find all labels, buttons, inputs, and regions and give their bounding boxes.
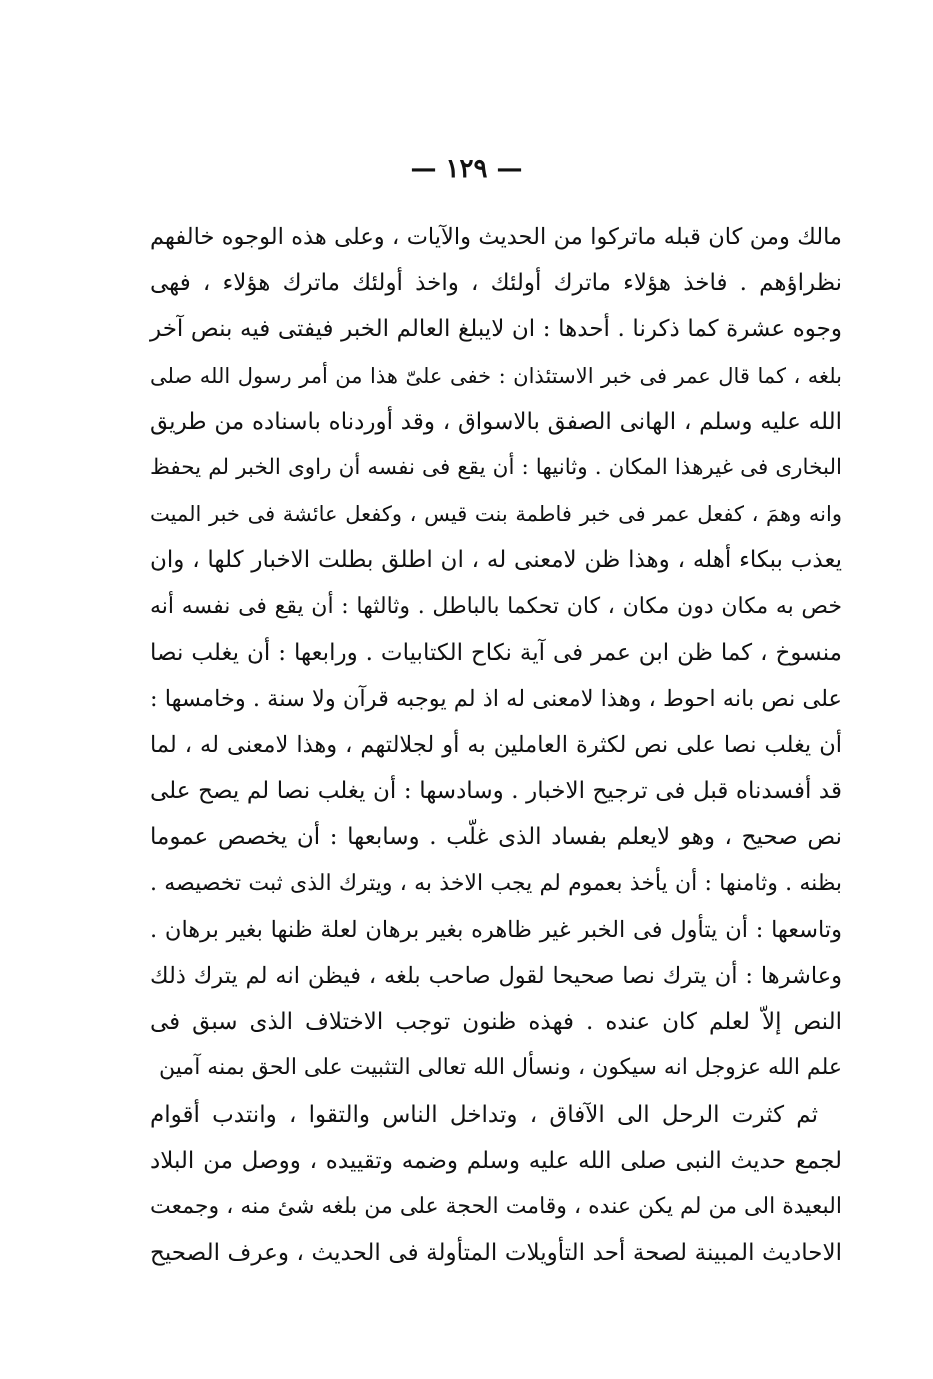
- text-line: وانه وهمَ ، كفعل عمر فى خبر فاطمة بنت قيس ، وكفعل عائشة فى خبر الميت: [150, 502, 842, 527]
- text-line: على نص بانه احوط ، وهذا لامعنى له اذ لم يوجبه قرآن ولا سنة . وخامسها :: [150, 685, 842, 712]
- text-line: البعيدة الى من لم يكن عنده ، وقامت الحجة على من بلغه شئ منه ، وجمعت: [150, 1193, 842, 1219]
- text-line: وعاشرها : أن يترك نصا صحيحا لقول صاحب بلغه ، فيظن انه لم يترك ذلك: [150, 963, 842, 989]
- text-line: البخارى فى غيرهذا المكان . وثانيها : أن يقع فى نفسه أن راوى الخبر لم يحفظ: [150, 454, 842, 480]
- text-line: علم الله عزوجل انه سيكون ، ونسأل الله تعالى التثبيت على الحق بمنه آمين: [159, 1055, 842, 1081]
- text-line: نص صحيح ، وهو لايعلم بفساد الذى غلّب . وسابعها : أن يخصص عموما: [150, 824, 842, 851]
- text-line: منسوخ ، كما ظن ابن عمر فى آية نكاح الكتابيات . ورابعها : أن يغلب نصا: [150, 639, 842, 666]
- text-line: الاحاديث المبينة لصحة أحد التأويلات المتأولة فى الحديث ، وعرف الصحيح: [150, 1240, 842, 1267]
- text-line: يعذب ببكاء أهله ، وهذا ظن لامعنى له ، ان اطلق بطلت الاخبار كلها ، وان: [150, 547, 842, 574]
- paragraph-start-line: ثم كثرت الرحل الى الآفاق ، وتداخل الناس والتقوا ، وانتدب أقوام: [150, 1101, 818, 1128]
- text-line: بلغه ، كما قال عمر فى خبر الاستئذان : خفى علىّ هذا من أمر رسول الله صلى: [150, 363, 842, 388]
- text-line: وجوه عشرة كما ذكرنا . أحدها : ان لايبلغ العالم الخبر فيفتى فيه بنص آخر: [150, 316, 842, 343]
- text-line: قد أفسدناه قبل فى ترجيح الاخبار . وسادسها : أن يغلب نصا لم يصح على: [150, 778, 842, 805]
- body-text: [150, 214, 842, 1276]
- text-line: بظنه . وثامنها : أن يأخذ بعموم لم يجب الاخذ به ، ويترك الذى ثبت تخصيصه .: [150, 870, 842, 896]
- text-line: وتاسعها : أن يتأول فى الخبر غير ظاهره بغير برهان لعلة ظنها بغير برهان .: [150, 916, 842, 943]
- text-line: نظراؤهم . فاخذ هؤلاء ماترك أولئك ، واخذ أولئك ماترك هؤلاء ، فهى: [150, 270, 842, 297]
- text-line: الله عليه وسلم ، الهانى الصفق بالاسواق ، وقد أوردناه باسناده من طريق: [150, 408, 842, 435]
- text-line: أن يغلب نصا على نص لكثرة العاملين به أو لجلالتهم ، وهذا لامعنى له ، لما: [150, 732, 842, 759]
- text-line: خص به مكان دون مكان ، كان تحكما بالباطل . وثالثها : أن يقع فى نفسه أنه: [150, 593, 842, 619]
- text-line: مالك ومن كان قبله ماتركوا من الحديث والآيات ، وعلى هذه الوجوه خالفهم: [150, 224, 842, 250]
- text-line: لجمع حديث النبى صلى الله عليه وسلم وضمه وتقييده ، ووصل من البلاد: [150, 1147, 842, 1174]
- text-line: النص إلاّ لعلم كان عنده . فهذه ظنون توجب الاختلاف الذى سبق فى: [150, 1009, 842, 1036]
- page-number: — ١٢٩ —: [410, 154, 523, 184]
